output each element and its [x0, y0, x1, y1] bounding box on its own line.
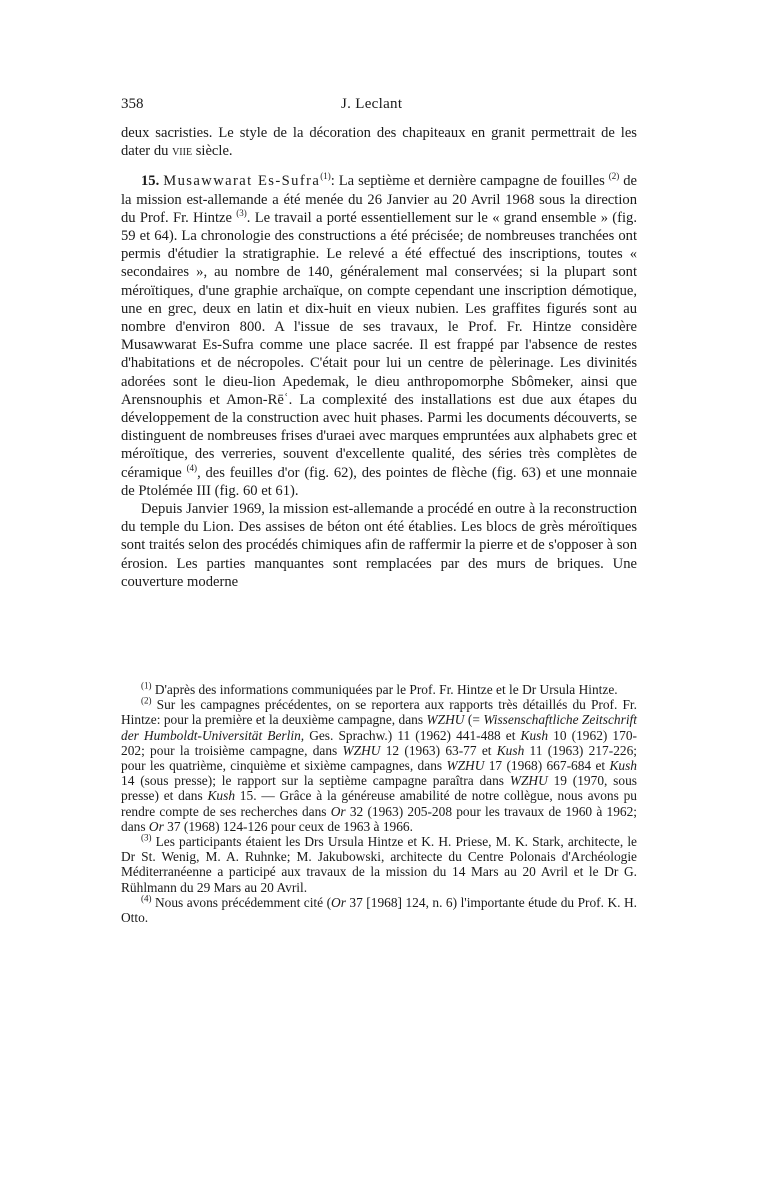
page-number: 358 [121, 96, 144, 112]
footnote-3: $^{(3)}$ Les participants étaient les Drs Ursula Hintze et K. H. Priese, M. K. Stark, architecte, le Dr St. Wenig, M. A. Ruhnke; M. Jakubowski, architecte du Centre Polonais d'Archéologie Méditerranéenne a participé aux travaux de la mission du 14 Mars au 20 Avril et le Dr G. Rühlmann du 29 Mars au 20 Avril. [121, 832, 637, 895]
section-15-paragraph: 15. Musawwarat Es-Sufra$^{(1)}$: La septième et dernière campagne de fouilles $^{(2)}$ de la mission est-allemande a été menée du 26 Janvier au 20 Avril 1968 sous la direction du Prof. Fr. Hintze $^{(3)}$. Le travail a porté essentiellement sur le « grand ensemble » (fig. 59 et 64). La chronologie des constructions a été précisée; de nombreuses tranchées ont permis d'étudier la stratigraphie. Le relevé a été effectué des inscriptions, toutes « secondaires », au nombre de 140, généralement mal conservées; si la plupart sont méroïtiques, d'une graphie archaïque, on compte cependant une inscription démotique, une en grec, deux en latin et dix-huit en vieux nubien. Les graffites figurés sont au nombre d'environ 800. A l'issue de ses travaux, le Prof. Fr. Hintze considère Musawwarat Es-Sufra comme une place sacrée. Il est frappé par l'absence de restes d'habitations et de nécropoles. C'était pour lui un centre de pèlerinage. Les divinités adorées sont le dieu-lion Apedemak, le dieu anthropomorphe Sbômeker, ainsi que Arensnouphis et Amon-Rēʿ. La complexité des installations est due aux étapes du développement de la construction avec huit phases. Parmi les documents découverts, se distinguent de nombreuses frises d'uraei avec marques empruntées aux alphabets grec et méroïtique, des verreries, souvent d'excellente qualité, des séries très complètes de céramique $^{(4)}$, des feuilles d'or (fig. 62), des pointes de flèche (fig. 63) et une monnaie de Ptolémée III (fig. 60 et 61). [121, 171, 637, 499]
footnote-1: $^{(1)}$ D'après des informations communiquées par le Prof. Fr. Hintze et le Dr Ursula Hintze. [141, 680, 618, 697]
century-numeral: viie [172, 143, 193, 160]
section-number: 15. [141, 173, 160, 190]
footnote-4: $^{(4)}$ Nous avons précédemment cité (Or 37 [1968] 124, n. 6) l'importante étude du Prof. K. H. Otto. [121, 893, 637, 926]
second-paragraph: Depuis Janvier 1969, la mission est-allemande a procédé en outre à la reconstruction du temple du Lion. Des assises de béton ont été établies. Les blocs de grès méroïtiques sont traités selon des procédés chimiques afin de raffermir la pierre et de s'opposer à son érosion. Les parties manquantes sont remplacées par des murs de briques. Une couverture moderne [121, 501, 637, 590]
section-title: Musawwarat Es-Sufra [163, 173, 321, 190]
footnotes [121, 682, 637, 925]
footnote-ref-3[interactable]: (3) [236, 207, 247, 218]
intro-paragraph: deux sacristies. Le style de la décoration des chapiteaux en granit permettrait de les dater du viie siècle. [121, 125, 637, 160]
footnote-2: $^{(2)}$ Sur les campagnes précédentes, on se reportera aux rapports très détaillés du Prof. Fr. Hintze: pour la première et la deuxième campagne, dans WZHU (= Wissenschaftliche Zeitschrift der Humboldt-Universität Berlin, Ges. Sprachw.) 11 (1962) 441-488 et Kush 10 (1962) 170-202; pour la troisième campagne, dans WZHU 12 (1963) 63-77 et Kush 11 (1963) 217-226; pour les quatrième, cinquième et sixième campagnes, dans WZHU 17 (1968) 667-684 et Kush 14 (sous presse); le rapport sur la septième campagne paraîtra dans WZHU 19 (1970, sous presse) et dans Kush 15. — Grâce à la généreuse amabilité de notre collègue, nous avons pu rendre compte de ses recherches dans Or 32 (1963) 205-208 pour les travaux de 1960 à 1962; dans Or 37 (1968) 124-126 pour ceux de 1963 à 1966. [121, 695, 638, 834]
main-text [121, 124, 637, 591]
footnote-ref-4[interactable]: (4) [186, 462, 198, 473]
page-header [121, 96, 637, 118]
footnote-ref-1[interactable]: (1) [320, 171, 331, 182]
running-head: J. Leclant [341, 96, 403, 112]
footnote-ref-2[interactable]: (2) [608, 171, 620, 182]
